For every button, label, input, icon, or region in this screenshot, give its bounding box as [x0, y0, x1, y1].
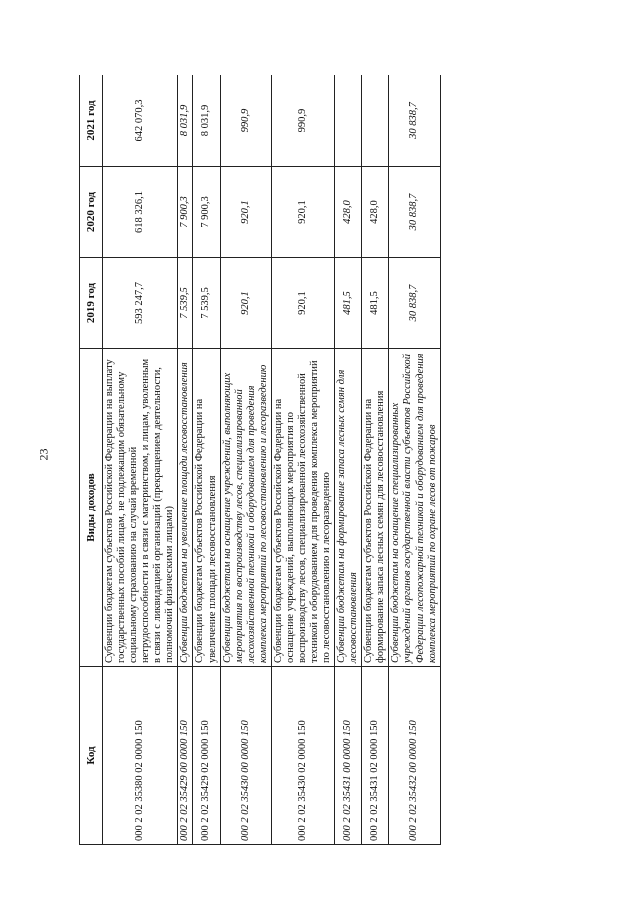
row-value-2021: 990,9	[220, 75, 271, 167]
header-2021: 2021 год	[80, 75, 103, 167]
row-value-2019: 920,1	[271, 258, 334, 349]
header-code: Код	[80, 667, 103, 845]
row-name: Субвенции бюджетам на увеличение площади лесовосстановления	[178, 349, 193, 667]
table-container	[79, 75, 586, 845]
row-code: 000 2 02 35431 02 0000 150	[362, 667, 389, 845]
row-value-2019: 7 539,5	[193, 258, 220, 349]
row-name: Субвенции бюджетам субъектов Российской Федерации на увеличение площади лесовосстановления	[193, 349, 220, 667]
header-name: Виды доходов	[80, 349, 103, 667]
header-2019: 2019 год	[80, 258, 103, 349]
row-value-2020: 920,1	[271, 167, 334, 258]
table-row	[335, 75, 362, 845]
table-row	[389, 75, 440, 845]
row-name: Субвенции бюджетам субъектов Российской Федерации на формирование запаса лесных семян для лесовосстановления	[362, 349, 389, 667]
row-value-2019: 593 247,7	[103, 258, 178, 349]
row-value-2019: 920,1	[220, 258, 271, 349]
row-value-2021	[335, 75, 362, 167]
table-header-row	[80, 75, 103, 845]
revenue-table	[79, 75, 441, 845]
row-value-2020: 7 900,3	[178, 167, 193, 258]
row-code: 000 2 02 35430 00 0000 150	[220, 667, 271, 845]
row-code: 000 2 02 35430 02 0000 150	[271, 667, 334, 845]
table-row	[193, 75, 220, 845]
row-value-2021: 642 070,3	[103, 75, 178, 167]
row-code: 000 2 02 35429 00 0000 150	[178, 667, 193, 845]
table-row	[362, 75, 389, 845]
row-name: Субвенции бюджетам на оснащение специализированных учреждений органов государственной власти субъектов Российской Федерации лесопожарной техникой и оборудованием для проведения комплекса мероприятий по охране лесов от пожаров	[389, 349, 440, 667]
row-value-2020: 428,0	[335, 167, 362, 258]
row-value-2021: 30 838,7	[389, 75, 440, 167]
row-name: Субвенции бюджетам на формирование запаса лесных семян для лесовосстановления	[335, 349, 362, 667]
table-row	[220, 75, 271, 845]
row-value-2021: 990,9	[271, 75, 334, 167]
table-row	[271, 75, 334, 845]
row-name: Субвенции бюджетам субъектов Российской Федерации на выплату государственных пособий лицам, не подлежащим обязательному социальному страхованию на случай временной нетрудоспособности и в связи с материнством, и лицам, уволенным в связи с ликвидацией организаций (прекращением деятельности, полномочий физическими лицами)	[103, 349, 178, 667]
row-value-2019: 481,5	[335, 258, 362, 349]
table-row	[178, 75, 193, 845]
table-row	[103, 75, 178, 845]
page-number: 23	[36, 448, 51, 461]
row-code: 000 2 02 35432 00 0000 150	[389, 667, 440, 845]
row-value-2020: 30 838,7	[389, 167, 440, 258]
row-name: Субвенции бюджетам субъектов Российской Федерации на оснащение учреждений, выполняющих мероприятия по воспроизводству лесов, специализированной лесохозяйственной техникой и оборудованием для проведения комплекса мероприятий по лесовосстановлению и лесоразведению	[271, 349, 334, 667]
header-2020: 2020 год	[80, 167, 103, 258]
row-code: 000 2 02 35431 00 0000 150	[335, 667, 362, 845]
row-value-2020: 920,1	[220, 167, 271, 258]
rotated-table-wrapper	[79, 75, 586, 845]
row-name: Субвенции бюджетам на оснащение учреждений, выполняющих мероприятия по воспроизводству лесов, специализированной лесохозяйственной техникой и оборудованием для проведения комплекса мероприятий по лесовосстановлению и лесоразведению	[220, 349, 271, 667]
row-value-2020: 618 326,1	[103, 167, 178, 258]
row-code: 000 2 02 35380 02 0000 150	[103, 667, 178, 845]
row-value-2020: 428,0	[362, 167, 389, 258]
row-value-2020: 7 900,3	[193, 167, 220, 258]
row-code: 000 2 02 35429 02 0000 150	[193, 667, 220, 845]
row-value-2021: 8 031,9	[193, 75, 220, 167]
row-value-2019: 481,5	[362, 258, 389, 349]
row-value-2019: 30 838,7	[389, 258, 440, 349]
row-value-2019: 7 539,5	[178, 258, 193, 349]
row-value-2021: 8 031,9	[178, 75, 193, 167]
row-value-2021	[362, 75, 389, 167]
